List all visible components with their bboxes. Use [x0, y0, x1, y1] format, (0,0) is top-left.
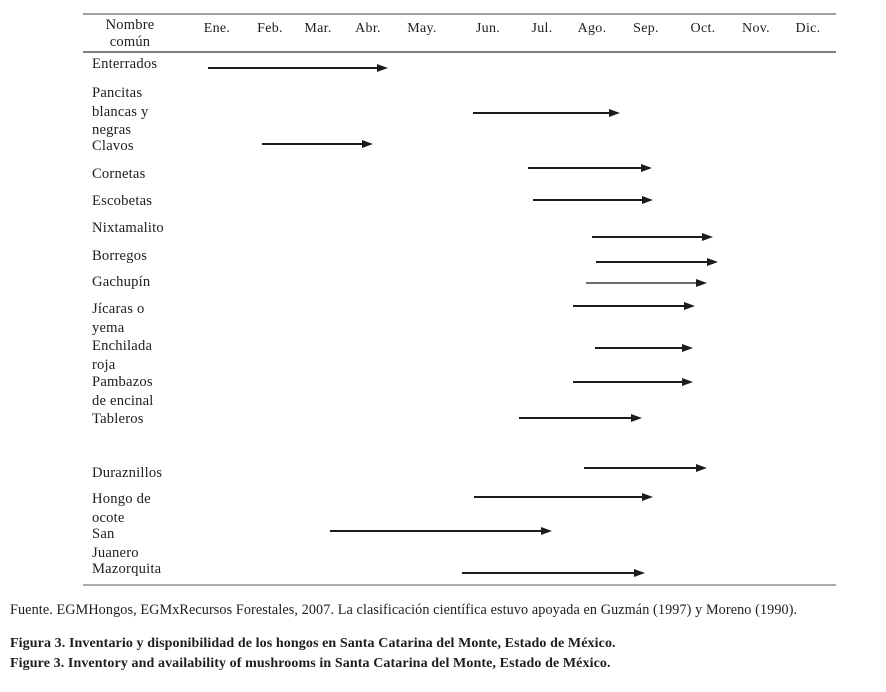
species-label: [92, 525, 139, 562]
species-label-line: Duraznillos: [92, 465, 163, 481]
species-label-line: yema: [92, 319, 125, 336]
availability-arrow: [584, 464, 707, 473]
species-label: [92, 490, 151, 527]
species-label: [92, 300, 144, 337]
arrow-head-icon: [682, 378, 693, 386]
column-header-line1: Nombre: [105, 17, 155, 33]
arrow-head-icon: [631, 414, 642, 422]
species-label: [92, 337, 152, 374]
species-label: [92, 373, 154, 410]
source-note: Fuente. EGMHongos, EGMxRecursos Forestales, 2007. La clasificación científica estuvo apoyada en Guzmán (1997) y Moreno (1990).: [10, 602, 798, 618]
arrow-line: [533, 199, 644, 201]
arrow-head-icon: [642, 493, 653, 501]
species-label-line: Pambazos: [92, 374, 153, 390]
species-label: [92, 192, 152, 211]
availability-arrow: [519, 414, 642, 423]
species-label-line: Clavos: [92, 138, 134, 154]
arrow-head-icon: [609, 109, 620, 117]
arrow-line: [474, 496, 644, 498]
species-label-line: Escobetas: [92, 193, 153, 209]
availability-arrow: [573, 378, 693, 387]
arrow-head-icon: [634, 569, 645, 577]
availability-arrow: [473, 109, 620, 118]
arrow-line: [584, 467, 698, 469]
table-header-rule: [83, 51, 836, 53]
species-label-line: Borregos: [92, 248, 148, 264]
arrow-head-icon: [707, 258, 718, 266]
arrow-head-icon: [541, 527, 552, 535]
arrow-line: [573, 305, 686, 307]
species-label-line: blancas y: [92, 103, 149, 120]
arrow-head-icon: [702, 233, 713, 241]
figure-caption-spanish: Figura 3. Inventario y disponibilidad de los hongos en Santa Catarina del Monte, Estado de México.: [10, 636, 616, 651]
arrow-line: [595, 347, 684, 349]
figure-caption-english: Figure 3. Inventory and availability of mushrooms in Santa Catarina del Monte, Estado de México.: [10, 656, 611, 671]
table-bottom-rule: [83, 584, 836, 586]
species-label-line: Jícaras o: [92, 301, 145, 317]
arrow-line: [528, 167, 643, 169]
availability-arrow: [595, 344, 693, 353]
month-header-sep: Sep.: [633, 21, 659, 36]
species-label-line: de encinal: [92, 392, 154, 409]
arrow-line: [519, 417, 633, 419]
column-header-nombre-comun: [94, 17, 166, 51]
month-header-jun: Jun.: [475, 21, 501, 36]
arrow-head-icon: [684, 302, 695, 310]
species-label-line: Tableros: [92, 411, 144, 427]
arrow-head-icon: [362, 140, 373, 148]
species-label: [92, 84, 149, 140]
species-label-line: Hongo de: [92, 491, 151, 507]
availability-arrow: [474, 493, 653, 502]
species-label-line: Cornetas: [92, 166, 146, 182]
month-header-nov: Nov.: [742, 21, 770, 36]
arrow-head-icon: [696, 279, 707, 287]
availability-arrow: [208, 64, 388, 73]
availability-arrow: [528, 164, 652, 173]
month-header-mar: Mar.: [304, 21, 332, 36]
month-header-may: May.: [407, 21, 437, 36]
species-label-line: Mazorquita: [92, 561, 162, 577]
month-header-abr: Abr.: [355, 21, 381, 36]
species-label-line: roja: [92, 356, 116, 373]
availability-arrow: [573, 302, 695, 311]
species-label-line: Gachupín: [92, 274, 151, 290]
availability-arrow: [533, 196, 653, 205]
arrow-head-icon: [642, 196, 653, 204]
arrow-head-icon: [641, 164, 652, 172]
species-label: [92, 464, 162, 483]
availability-arrow: [592, 233, 713, 242]
month-header-ago: Ago.: [577, 21, 607, 36]
species-label-line: Enchilada: [92, 338, 153, 354]
species-label-line: ocote: [92, 509, 125, 526]
arrow-line: [262, 143, 364, 145]
species-label: [92, 410, 144, 429]
species-label: [92, 247, 147, 266]
month-header-oct: Oct.: [690, 21, 716, 36]
month-header-dic: Dic.: [795, 21, 821, 36]
availability-arrow: [462, 569, 645, 578]
availability-arrow: [262, 140, 373, 149]
species-label: [92, 55, 157, 74]
month-header-jul: Jul.: [531, 21, 553, 36]
month-header-feb: Feb.: [257, 21, 283, 36]
arrow-line: [596, 261, 709, 263]
species-label-line: San: [92, 526, 115, 542]
column-header-line2: común: [109, 34, 151, 50]
arrow-line: [208, 67, 379, 69]
availability-arrow: [586, 279, 708, 288]
arrow-line: [586, 282, 699, 284]
month-header-ene: Ene.: [203, 21, 231, 36]
species-label-line: Juanero: [92, 544, 139, 561]
species-label: [92, 165, 145, 184]
availability-arrow: [596, 258, 718, 267]
arrow-line: [592, 236, 704, 238]
species-label-line: Pancitas: [92, 85, 143, 101]
species-label: [92, 219, 164, 238]
species-label: [92, 137, 134, 156]
arrow-line: [330, 530, 543, 532]
species-label-line: negras: [92, 122, 132, 138]
species-label: [92, 560, 161, 579]
arrow-line: [462, 572, 636, 574]
availability-arrow: [330, 527, 552, 536]
arrow-head-icon: [696, 464, 707, 472]
species-label-line: Nixtamalito: [92, 220, 164, 236]
arrow-line: [573, 381, 684, 383]
arrow-head-icon: [682, 344, 693, 352]
arrow-line: [473, 112, 611, 114]
species-label-line: Enterrados: [92, 56, 158, 72]
table-top-rule: [83, 13, 836, 15]
species-label: [92, 273, 150, 292]
arrow-head-icon: [377, 64, 388, 72]
